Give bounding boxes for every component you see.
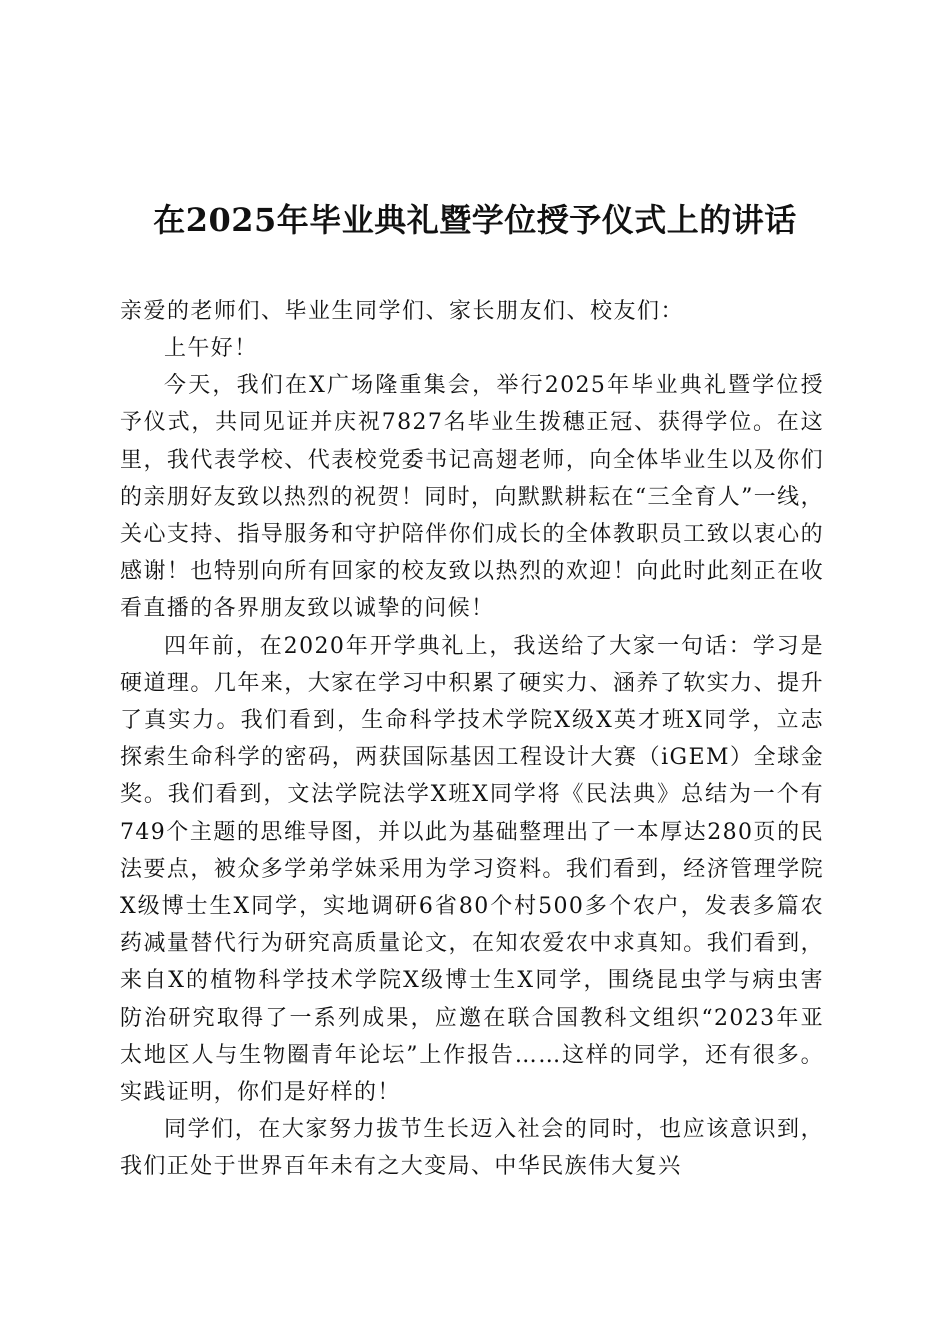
document-title: 在2025年毕业典礼暨学位授予仪式上的讲话 bbox=[153, 201, 797, 239]
document-body bbox=[120, 293, 824, 1186]
paragraph-achievements: 四年前，在2020年开学典礼上，我送给了大家一句话：学习是硬道理。几年来，大家在学习中积累了硬实力、涵养了软实力、提升了真实力。我们看到，生命科学技术学院X级X英才班X同学，立志探索生命科学的密码，两获国际基因工程设计大赛（iGEM）全球金奖。我们看到，文法学院法学X班X同学将《民法典》总结为一个有749个主题的思维导图，并以此为基础整理出了一本厚达280页的民法要点，被众多学弟学妹采用为学习资料。我们看到，经济管理学院X级博士生X同学，实地调研6省80个村500多个农户，发表多篇农药减量替代行为研究高质量论文，在知农爱农中求真知。我们看到，来自X的植物科学技术学院X级博士生X同学，围绕昆虫学与病虫害防治研究取得了一系列成果，应邀在联合国教科文组织“2023年亚太地区人与生物圈青年论坛”上作报告……这样的同学，还有很多。实践证明，你们是好样的！ bbox=[120, 633, 824, 1106]
salutation: 亲爱的老师们、毕业生同学们、家长朋友们、校友们： bbox=[120, 299, 685, 324]
paragraph-opening: 今天，我们在X广场隆重集会，举行2025年毕业典礼暨学位授予仪式，共同见证并庆祝7827名毕业生拨穗正冠、获得学位。在这里，我代表学校、代表校党委书记高翅老师，向全体毕业生以及你们的亲朋好友致以热烈的祝贺！同时，向默默耕耘在“三全育人”一线，关心支持、指导服务和守护陪伴你们成长的全体教职员工致以衷心的感谢！也特别向所有回家的校友致以热烈的欢迎！向此时此刻正在收看直播的各界朋友致以诚挚的问候！ bbox=[120, 373, 824, 622]
paragraph-outlook: 同学们，在大家努力拔节生长迈入社会的同时，也应该意识到，我们正处于世界百年未有之大变局、中华民族伟大复兴 bbox=[120, 1117, 824, 1180]
paragraph-greeting: 上午好！ bbox=[164, 336, 258, 361]
